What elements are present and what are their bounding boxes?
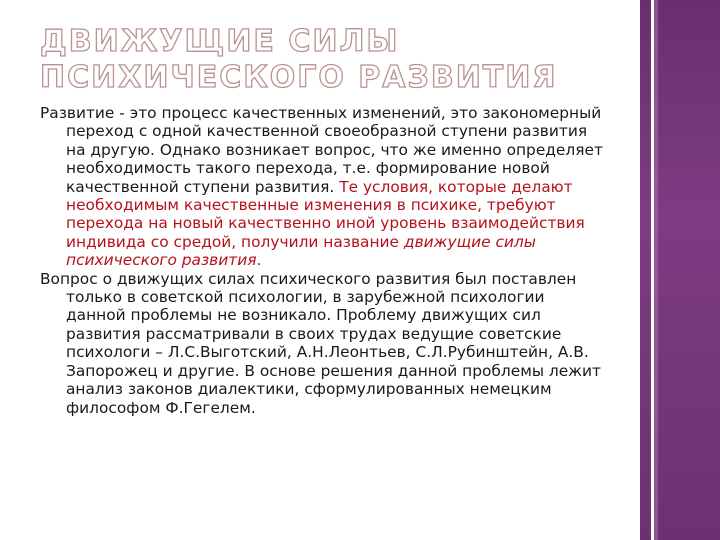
highlighted-definition: Те условия, которые делают необходимым качественные изменения в психике, требуют перехода на новый качественно иной уровень взаимодействия индивида со средой, получили название [66, 177, 585, 251]
highlight-end: . [256, 251, 262, 270]
slide-body [40, 104, 608, 417]
paragraph-development [40, 104, 608, 270]
highlighted-term: движущие силы психического развития [66, 232, 536, 270]
decorative-divider-accent [654, 0, 658, 540]
paragraph-history: Вопрос о движущих силах психического развития был поставлен только в советской психологии, в зарубежной психологии данной проблемы не возникало. Проблему движущих сил развития рассматривали в своих трудах ведущие советские психологи – Л.С.Выготский, А.Н.Леонтьев, С.Л.Рубинштейн, А.В. Запорожец и другие. В основе решения данной проблемы лежит анализ законов диалектики, сформулированных немецким философом Ф.Гегелем. [40, 269, 602, 417]
paragraph-development-text: Развитие - это процесс качественных изменений, это закономерный переход с одной качественной своеобразной ступени развития на другую. Однако возникает вопрос, что же именно определяет необходимость такого перехода, т.е. формирование новой качественной ступени развития. [40, 104, 603, 196]
slide-title: ДВИЖУЩИЕ СИЛЫ ПСИХИЧЕСКОГО РАЗВИТИЯ [40, 24, 558, 95]
